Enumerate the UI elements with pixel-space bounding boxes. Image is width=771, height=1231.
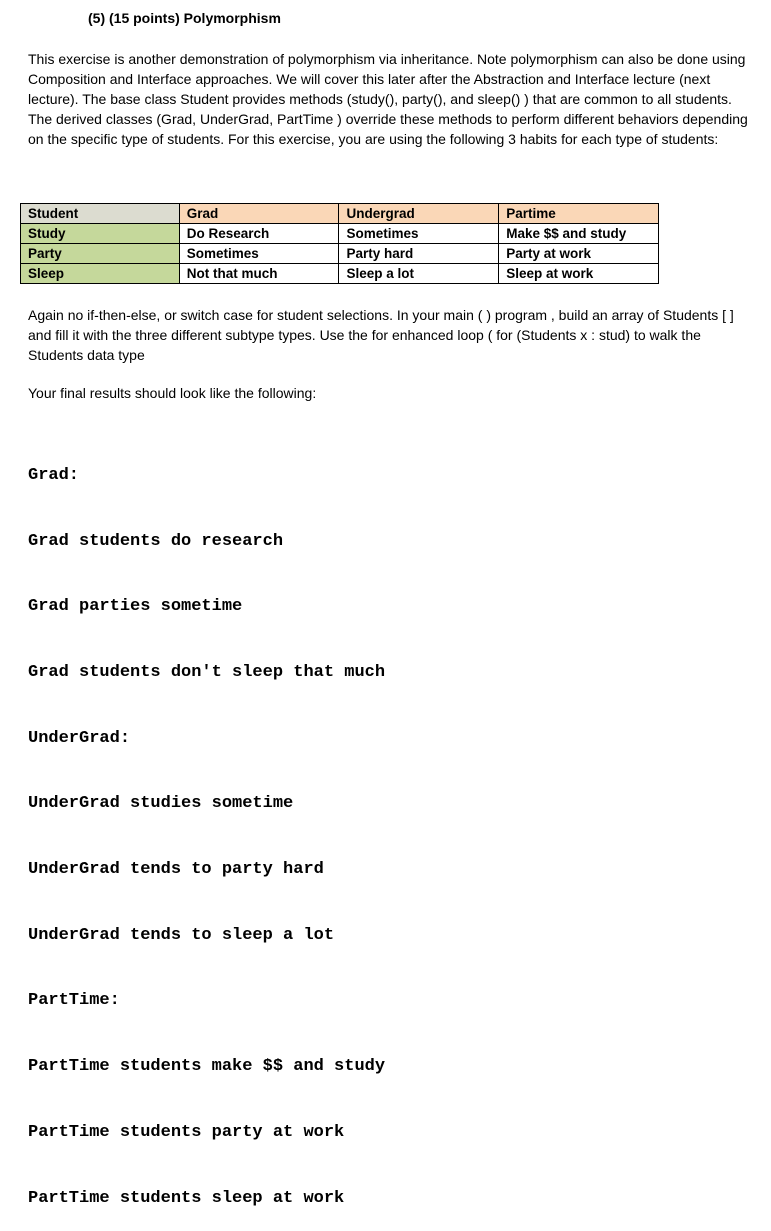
expected-output-block: [28, 421, 385, 1231]
output-line: PartTime students make $$ and study: [28, 1057, 386, 1077]
output-line: Grad parties sometime: [28, 597, 243, 617]
table-row: [21, 244, 659, 264]
table-cell: Party at work: [499, 244, 659, 264]
table-cell: Make $$ and study: [499, 224, 659, 244]
results-intro: Your final results should look like the following:: [28, 385, 317, 401]
table-cell: Sometimes: [339, 224, 499, 244]
exercise-title: (5) (15 points) Polymorphism: [88, 10, 281, 26]
output-line: UnderGrad:: [28, 728, 131, 748]
table-header-cell: Student: [21, 204, 180, 224]
output-line: UnderGrad studies sometime: [28, 794, 294, 814]
output-line: Grad students do research: [28, 531, 284, 551]
table-cell: Party hard: [339, 244, 499, 264]
output-line: Grad:: [28, 465, 80, 485]
output-line: PartTime:: [28, 991, 120, 1011]
table-row: [21, 224, 659, 244]
output-line: UnderGrad tends to party hard: [28, 860, 324, 880]
table-cell: Do Research: [179, 224, 339, 244]
habits-table: [20, 203, 659, 284]
table-cell: Sleep at work: [499, 264, 659, 284]
output-line: Grad students don't sleep that much: [28, 662, 386, 682]
instructions-paragraph: Again no if-then-else, or switch case for student selections. In your main ( ) program , build an array of Students [ ] and fill it with the three different subtype types. Use the for enhanced loop ( for (Students x : stud) to walk the Students data type: [28, 307, 734, 363]
table-cell: Not that much: [179, 264, 339, 284]
table-row-label: Study: [21, 224, 180, 244]
table-row-label: Sleep: [21, 264, 180, 284]
table-cell: Sleep a lot: [339, 264, 499, 284]
table-header-cell: Partime: [499, 204, 659, 224]
table-header-cell: Grad: [179, 204, 339, 224]
table-header-row: [21, 204, 659, 224]
output-line: UnderGrad tends to sleep a lot: [28, 925, 335, 945]
table-row: [21, 264, 659, 284]
table-cell: Sometimes: [179, 244, 339, 264]
table-header-cell: Undergrad: [339, 204, 499, 224]
intro-paragraph: This exercise is another demonstration of polymorphism via inheritance. Note polymorphism can also be done using Composition and Interface approaches. We will cover this later after the Abstraction and Interface lecture (next lecture). The base class Student provides methods (study(), party(), and sleep() ) that are common to all students. The derived classes (Grad, UnderGrad, PartTime ) override these methods to perform different behaviors depending on the specific type of students. For this exercise, you are using the following 3 habits for each type of students:: [28, 51, 748, 147]
output-line: PartTime students party at work: [28, 1122, 345, 1142]
table-row-label: Party: [21, 244, 180, 264]
output-line: PartTime students sleep at work: [28, 1188, 345, 1208]
